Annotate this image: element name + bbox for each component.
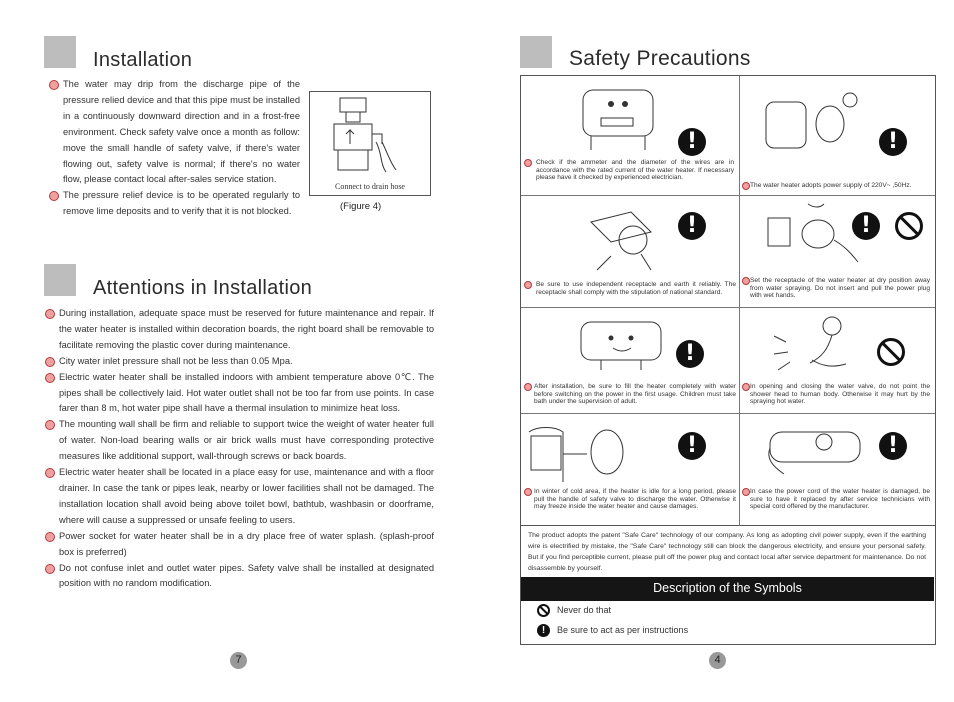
attentions-item: Electric water heater shall be located in a place easy for use, maintenance and with a floor drainer. In case the tank or pipes leak, nearby or lower facilities shall not be damaged. The installation location shall avoid being above toilet bowl, bathtub, washbasin or doorframe, where will cause a suppressed or unsafe feeling to users. bbox=[45, 465, 434, 529]
bullet-icon bbox=[742, 383, 750, 391]
attentions-section-square bbox=[44, 264, 76, 296]
bullet-icon bbox=[524, 159, 532, 167]
safety-cell-6 bbox=[740, 308, 935, 414]
symbol-never-row bbox=[537, 604, 611, 617]
safety-cell-text: Set the receptacle of the water heater at dry position away from water spraying. Do not insert and pull the power plug with wet hands. bbox=[750, 277, 930, 300]
figure-caption: Connect to drain hose bbox=[335, 182, 405, 191]
filled-heater-illustration bbox=[571, 312, 681, 378]
exclamation-icon: ! bbox=[676, 340, 704, 368]
attentions-list bbox=[45, 306, 434, 592]
bullet-icon bbox=[742, 182, 750, 190]
installation-bullet-2: The pressure relief device is to be operated regularly to remove lime deposits and to verify that it is not blocked. bbox=[49, 188, 300, 220]
attentions-item: Power socket for water heater shall be in a dry place free of water splash. (splash-proof box is preferred) bbox=[45, 529, 434, 561]
safety-section-square bbox=[520, 36, 552, 68]
exclamation-icon: ! bbox=[879, 432, 907, 460]
bullet-icon bbox=[742, 488, 750, 496]
attentions-item: The mounting wall shall be firm and reliable to support twice the weight of water heater full of water. Non-load bearing walls or air brick walls must have corresponding protective measures like additional support, wall-through screws or back boards. bbox=[45, 417, 434, 465]
safety-cell-text: After installation, be sure to fill the heater completely with water before switching on the power in the first usage. Children must take bath under the supervision of adult. bbox=[534, 383, 736, 406]
exclamation-icon: ! bbox=[678, 128, 706, 156]
prohibition-icon bbox=[895, 212, 923, 240]
exclamation-icon: ! bbox=[678, 212, 706, 240]
symbol-never-label: Never do that bbox=[557, 604, 612, 615]
exclamation-icon: ! bbox=[678, 432, 706, 460]
page-number-left: 7 bbox=[230, 652, 247, 669]
attentions-item: During installation, adequate space must be reserved for future maintenance and repair. If the water heater is installed within decoration boards, the right board shall be removable to facilitate removing the plastic cover during maintenance. bbox=[45, 306, 434, 354]
symbol-act-row bbox=[537, 624, 688, 637]
safety-cell-5 bbox=[521, 308, 740, 414]
attentions-item: Do not confuse inlet and outlet water pipes. Safety valve shall be installed at designated position with no random modification. bbox=[45, 561, 434, 593]
safety-cell-2 bbox=[740, 76, 935, 196]
symbol-act-label: Be sure to act as per instructions bbox=[557, 624, 689, 635]
safety-cell-7 bbox=[521, 414, 740, 526]
installation-bullet-1: The water may drip from the discharge pipe of the pressure relied device and that this pipe must be installed in a continuously downward direction and in a frost-free environment. Check safety valve once a month as follow: move the small handle of safety valve, if there's water flowing out, safety valve is normal; if there's no water flow, please contact local after-sales service station. bbox=[49, 77, 300, 188]
safety-cell-text: Check if the ammeter and the diameter of the wires are in accordance with the rated current of the water heater. If necessary please have it checked by experienced electrician. bbox=[536, 159, 734, 182]
safe-care-note: The product adopts the patent "Safe Care" technology of our company. As long as adopting civil power supply, even if the earthing wire is electrified by mistake, the "Safe Care" technology still can block the dangerous electricity, and ensure your personal safety. But if you find perceptible current, please pull off the power plug and contact local after service department for maintenance. Do not disassemble by yourself. bbox=[528, 532, 926, 572]
attentions-heading: Attentions in Installation bbox=[93, 277, 313, 299]
cold-winter-illustration bbox=[523, 418, 633, 490]
plug-illustration bbox=[760, 86, 870, 168]
safety-cell-text: In opening and closing the water valve, do not point the shower head to human body. Otherwise it may hurt by the spraying hot water. bbox=[750, 383, 930, 406]
safety-cell-3 bbox=[521, 196, 740, 308]
exclamation-icon: ! bbox=[852, 212, 880, 240]
safety-cell-1 bbox=[521, 76, 740, 196]
installation-text bbox=[49, 77, 300, 220]
figure-label: (Figure 4) bbox=[340, 201, 382, 212]
safety-cell-text: In case the power cord of the water heater is damaged, be sure to have it replaced by after service technicians with special cord offered by the manufacturer. bbox=[750, 488, 930, 511]
safety-cell-text: In winter of cold area, if the heater is idle for a long period, please pull the handle of safety valve to discharge the water. Otherwise it may freeze inside the water heater and cause damages. bbox=[534, 488, 736, 511]
power-cord-illustration bbox=[762, 424, 872, 480]
safety-cell-text: Be sure to use independent receptacle and earth it reliably. The receptacle shall comply with the stipulation of national standard. bbox=[536, 281, 736, 296]
wet-hands-illustration bbox=[760, 200, 870, 274]
receptacle-illustration bbox=[571, 200, 691, 276]
figure-4-valve-illustration bbox=[309, 91, 431, 196]
safety-cell-4 bbox=[740, 196, 935, 308]
safety-cell-text: The water heater adopts power supply of 220V~ ,50Hz. bbox=[750, 182, 912, 189]
prohibition-icon bbox=[877, 338, 905, 366]
attentions-item: Electric water heater shall be installed indoors with ambient temperature above 0℃. The pipes shall be collectively laid. Hot water outlet shall not be too far from use points. In case farer than 8 m, hot water pipe shall have a thermal insulation to minimize heat loss. bbox=[45, 370, 434, 418]
safety-cell-8 bbox=[740, 414, 935, 526]
attentions-item: City water inlet pressure shall not be less than 0.05 Mpa. bbox=[45, 354, 434, 370]
ammeter-illustration bbox=[561, 80, 681, 162]
page-number-right: 4 bbox=[709, 652, 726, 669]
bullet-icon bbox=[524, 281, 532, 289]
safety-heading: Safety Precautions bbox=[569, 47, 751, 70]
valve-drawing bbox=[310, 92, 430, 182]
bullet-icon bbox=[742, 277, 750, 285]
bullet-icon bbox=[524, 383, 532, 391]
installation-heading: Installation bbox=[93, 49, 193, 71]
exclamation-icon: ! bbox=[537, 624, 550, 637]
symbols-heading-bar: Description of the Symbols bbox=[521, 577, 934, 601]
bullet-icon bbox=[524, 488, 532, 496]
shower-illustration bbox=[766, 312, 866, 380]
installation-section-square bbox=[44, 36, 76, 68]
prohibition-icon bbox=[537, 604, 550, 617]
exclamation-icon: ! bbox=[879, 128, 907, 156]
